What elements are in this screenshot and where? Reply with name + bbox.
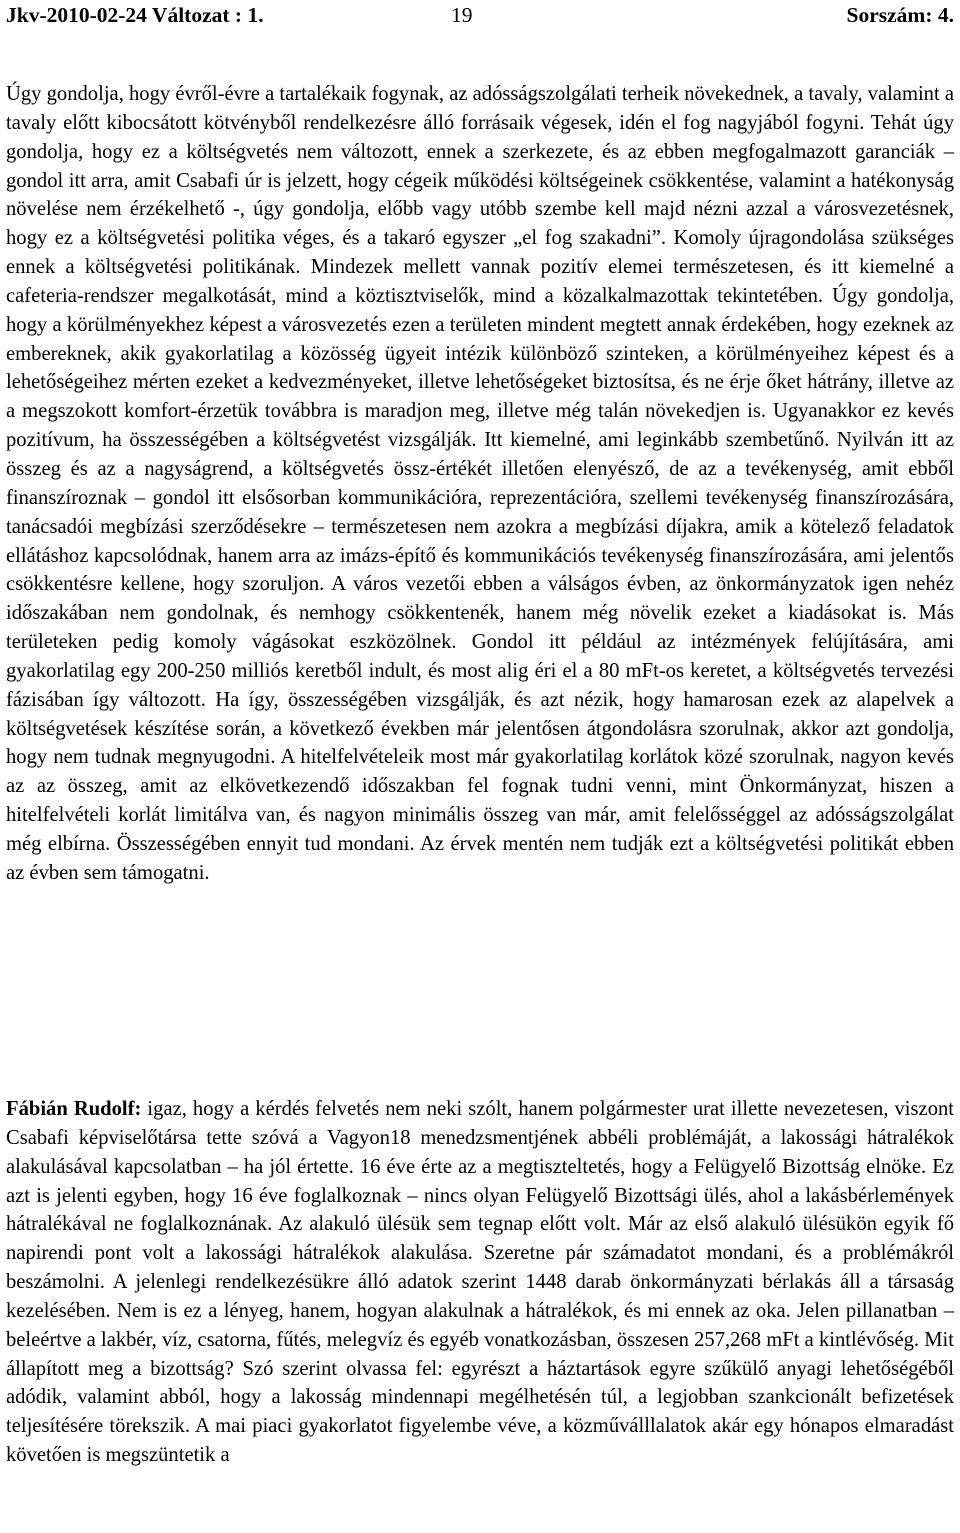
speaker-paragraph bbox=[6, 1095, 954, 1470]
speaker-statement: igaz, hogy a kérdés felvetés nem neki szólt, hanem polgármester urat illette nevezetesen, viszont Csabafi képviselőtársa tette szóvá a Vagyon18 menedzsmentjének abbéli problémáját, a lakossági hátralékok alakulásával kapcsolatban – ha jól értette. 16 éve érte az a megtiszteltetés, hogy a Felügyelő Bizottság elnöke. Ez azt is jelenti egyben, hogy 16 éve foglalkoznak – nincs olyan Felügyelő Bizottsági ülés, ahol a lakásbérlemények hátralékával ne foglalkoznának. Az alakuló ülésük sem tegnap előtt volt. Már az első alakuló ülésükön egyik fő napirendi pont volt a lakossági hátralékok alakulása. Szeretne pár számadatot mondani, és a problémákról beszámolni. A jelenlegi rendelkezésükre álló adatok szerint 1448 darab önkormányzati bérlakás áll a társaság kezelésében. Nem is ez a lényeg, hanem, hogyan alakulnak a hátralékok, és mi ennek az oka. Jelen pillanatban – beleértve a lakbér, víz, csatorna, fűtés, melegvíz és egyéb vonatkozásban, összesen 257,268 mFt a kintlévőség. Mit állapított meg a bizottság? Szó szerint olvassa fel: egyrészt a háztartások egyre szűkülő anyagi lehetőségéből adódik, valamint abból, hogy a lakosság mindennapi megélhetésén túl, a legjobban szankcionált befizetések teljesítésére törekszik. A mai piaci gyakorlatot figyelembe véve, a közműválllalatok akár egy hónapos elmaradást követően is megszüntetik a bbox=[6, 1098, 955, 1467]
body-paragraph: Úgy gondolja, hogy évről-évre a tartalékaik fogynak, az adósságszolgálati terheik növekednek, a tavaly, valamint a tavaly előtt kibocsátott kötvényből rendelkezésre álló forrásaik végesek, idén el fog nagyjából fogyni. Tehát úgy gondolja, hogy ez a költségvetés nem változott, ennek a szerkezete, és az ebben megfogalmazott garanciák – gondol itt arra, amit Csabafi úr is jelzett, hogy cégeik működési költségeinek csökkentése, valamint a hatékonyság növelése nem érzékelhető -, úgy gondolja, előbb vagy utóbb szembe kell majd nézni azzal a városvezetésnek, hogy ez a költségvetési politika véges, és a takaró egyszer „el fog szakadni”. Komoly újragondolása szükséges ennek a költségvetési politikának. Mindezek mellett vannak pozitív elemei természetesen, és itt kiemelné a cafeteria-rendszer megalkotását, mind a köztisztviselők, mind a közalkalmazottak tekintetében. Úgy gondolja, hogy a körülményekhez képest a városvezetés ezen a területen mindent megtett annak érdekében, hogy ezeknek az embereknek, akik gyakorlatilag a közösség ügyeit intézik különböző szinteken, a körülményeihez képest és a lehetőségeihez mérten ezeket a kedvezményeket, illetve lehetőségeket biztosítsa, és ne érje őket hátrány, illetve az a megszokott komfort-érzetük továbbra is maradjon meg, illetve még talán növekedjen is. Ugyanakkor ez kevés pozitívum, ha összességében a költségvetést vizsgálják. Itt kiemelné, ami leginkább szembetűnő. Nyilván itt az összeg és az a nagyságrend, a költségvetés össz-értékét illetően elenyésző, de az a tevékenység, amit ebből finanszíroznak – gondol itt elsősorban kommunikációra, reprezentációra, szellemi tevékenység finanszírozására, tanácsadói megbízási szerződésekre – természetesen nem azokra a megbízási díjakra, amik a kötelező feladatok ellátáshoz kapcsolódnak, hanem arra az imázs-építő és kommunikációs tevékenység finanszírozására, ami jelentős csökkentésre kellene, hogy szoruljon. A város vezetői ebben a válságos évben, az önkormányzatok igen nehéz időszakában nem gondolnak, és nemhogy csökkentenék, hanem még növelik ezeket a kiadásokat is. Más területeken pedig komoly vágásokat eszközölnek. Gondol itt például az intézmények felújítására, ami gyakorlatilag egy 200-250 milliós keretből indult, és most alig éri el a 80 mFt-os keretet, a költségvetés tervezési fázisában így változott. Ha így, összességében vizsgálják, és azt nézik, hogy hamarosan ezek az alapelvek a költségvetések készítése során, a következő években már jelentősen átgondolásra szorulnak, akkor azt gondolja, hogy nem tudnak megnyugodni. A hitelfelvételeik most már gyakorlatilag korlátok közé szorulnak, nagyon kevés az az összeg, amit az elkövetkezendő időszakban fel fognak tudni venni, mint Önkormányzat, hiszen a hitelfelvételi korlát limitálva van, és nagyon minimális összeg van már, amit felelősséggel az adósságszolgálat még elbírna. Összességében ennyit tud mondani. Az érvek mentén nem tudják ezt a költségvetési politikát ebben az évben sem támogatni. bbox=[6, 83, 954, 884]
page-number: 19 bbox=[451, 3, 473, 27]
speaker-name: Fábián Rudolf: bbox=[6, 1098, 142, 1120]
page-header bbox=[6, 0, 954, 30]
serial-number-label: Sorszám: 4. bbox=[846, 3, 954, 27]
document-version-label: Jkv-2010-02-24 Változat : 1. bbox=[6, 3, 264, 27]
